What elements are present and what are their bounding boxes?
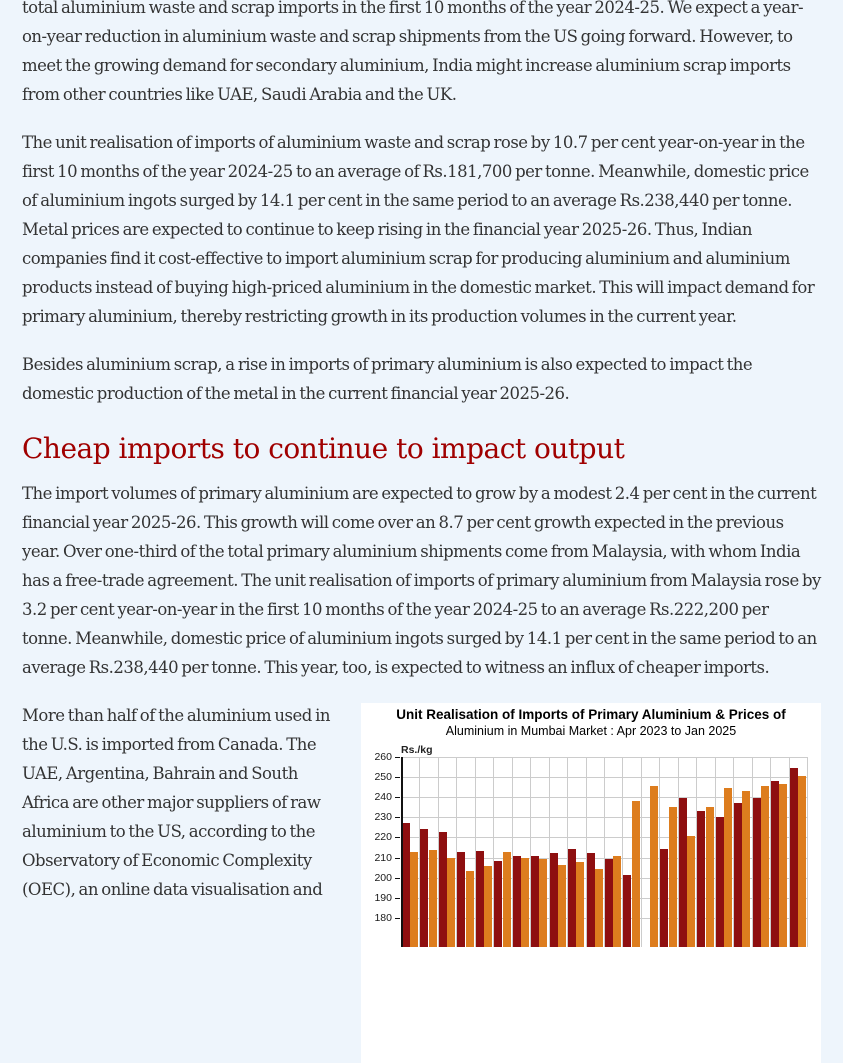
- bar-mumbai-price: [466, 871, 474, 947]
- bar-mumbai-price: [687, 836, 695, 947]
- chart-subtitle: Aluminium in Mumbai Market : Apr 2023 to Jan 2025: [445, 724, 737, 738]
- paragraph-unit-realisation: The unit realisation of imports of aluminium waste and scrap rose by 10.7 per cent year-on-year in the first 10 months of the year 2024-25 to an average of Rs.181,700 per tonne. Meanwhile, domestic price of aluminium ingots surged by 14.1 per cent in the same period to an average Rs.238,440 per tonne. Metal prices are expected to continue to keep rising in the financial year 2025-26. Thus, Indian companies find it cost-effective to import aluminium scrap for producing aluminium and aluminium products instead of buying high-priced aluminium in the domestic market. This will impact demand for primary aluminium, thereby restricting growth in its production volumes in the current year.: [22, 133, 815, 326]
- paragraph-import-volumes: The import volumes of primary aluminium are expected to grow by a modest 2.4 per cent in the current financial year 2025-26. This growth will come over an 8.7 per cent growth expected in the previous year. Over one-third of the total primary aluminium shipments come from Malaysia, with whom India has a free-trade agreement. The unit realisation of imports of primary aluminium from Malaysia rose by 3.2 per cent year-on-year in the first 10 months of the year 2024-25 to an average Rs.222,200 per tonne. Meanwhile, domestic price of aluminium ingots surged by 14.1 per cent in the same period to an average Rs.238,440 per tonne. This year, too, is expected to witness an influx of cheaper imports.: [22, 484, 821, 677]
- bar-unit-realisation: [439, 832, 447, 947]
- bar-unit-realisation: [550, 853, 558, 947]
- y-tick-mark: [395, 837, 400, 838]
- bar-mumbai-price: [669, 807, 677, 947]
- y-tick-label: 220: [374, 831, 392, 844]
- chart-title: Unit Realisation of Imports of Primary Aluminium & Prices of: [396, 707, 786, 722]
- bar-mumbai-price: [410, 852, 418, 947]
- y-tick-mark: [395, 817, 400, 818]
- bar-mumbai-price: [447, 858, 455, 948]
- bar-mumbai-price: [650, 786, 658, 947]
- bar-unit-realisation: [476, 851, 484, 947]
- bar-unit-realisation: [494, 861, 502, 947]
- bar-mumbai-price: [798, 776, 806, 947]
- paragraph-besides-scrap: Besides aluminium scrap, a rise in imports of primary aluminium is also expected to impact the domestic production of the metal in the current financial year 2025-26.: [22, 355, 753, 403]
- bar-mumbai-price: [779, 784, 787, 947]
- y-tick-mark: [395, 918, 400, 919]
- y-tick-label: 260: [374, 751, 392, 763]
- bar-mumbai-price: [595, 869, 603, 947]
- y-tick-label: 210: [374, 851, 392, 864]
- bar-unit-realisation: [457, 852, 465, 947]
- bar-unit-realisation: [771, 781, 779, 947]
- y-tick-label: 230: [374, 811, 392, 824]
- bar-mumbai-price: [503, 852, 511, 947]
- y-tick-mark: [395, 757, 400, 758]
- bar-unit-realisation: [753, 798, 761, 947]
- text-with-chart-section: [22, 701, 821, 924]
- y-axis-line: [401, 757, 403, 947]
- bar-unit-realisation: [531, 856, 539, 947]
- bar-unit-realisation: [716, 817, 724, 947]
- bar-unit-realisation: [513, 856, 521, 947]
- bar-mumbai-price: [613, 856, 621, 947]
- bar-mumbai-price: [706, 807, 714, 947]
- bar-mumbai-price: [429, 850, 437, 947]
- y-tick-label: 240: [374, 791, 392, 804]
- y-tick-mark: [395, 898, 400, 899]
- x-gridline: [641, 757, 642, 947]
- bar-unit-realisation: [402, 823, 410, 947]
- bar-mumbai-price: [539, 859, 547, 947]
- paragraph-scrap-imports: total aluminium waste and scrap imports in the first 10 months of the year 2024-25. We expect a year-on-year reduction in aluminium waste and scrap shipments from the US going forward. However, to meet the growing demand for secondary aluminium, India might increase aluminium scrap imports from other countries like UAE, Saudi Arabia and the UK.: [22, 0, 804, 104]
- y-tick-label: 180: [374, 911, 392, 924]
- bar-unit-realisation: [568, 849, 576, 947]
- bar-unit-realisation: [660, 849, 668, 947]
- bar-unit-realisation: [420, 829, 428, 947]
- bar-unit-realisation: [679, 798, 687, 947]
- bar-unit-realisation: [605, 859, 613, 947]
- y-tick-label: 250: [374, 771, 392, 784]
- bar-mumbai-price: [632, 801, 640, 947]
- y-tick-mark: [395, 777, 400, 778]
- bar-mumbai-price: [484, 866, 492, 947]
- y-tick-mark: [395, 878, 400, 879]
- y-tick-mark: [395, 858, 400, 859]
- bar-mumbai-price: [521, 858, 529, 948]
- bar-mumbai-price: [576, 862, 584, 947]
- bar-unit-realisation: [790, 768, 798, 947]
- chart-plot-area: [374, 751, 807, 947]
- x-gridline: [807, 757, 808, 947]
- y-tick-mark: [395, 797, 400, 798]
- y-tick-label: 190: [374, 891, 392, 904]
- bar-mumbai-price: [761, 786, 769, 947]
- section-heading: Cheap imports to continue to impact output: [22, 432, 625, 465]
- bar-unit-realisation: [587, 853, 595, 947]
- paragraph-us-aluminium: More than half of the aluminium used in the U.S. is imported from Canada. The UAE, Argentina, Bahrain and South Africa are other major suppliers of raw aluminium to the US, according to the Observatory of Economic Complexity (OEC), an online data visualisation and: [22, 706, 330, 899]
- bar-unit-realisation: [734, 803, 742, 947]
- chart-y-unit-label: Rs./kg: [401, 744, 433, 756]
- bar-chart: [361, 703, 821, 1063]
- bar-mumbai-price: [724, 788, 732, 947]
- bar-unit-realisation: [623, 875, 631, 947]
- y-tick-label: 200: [374, 871, 392, 884]
- bar-mumbai-price: [742, 791, 750, 947]
- bar-unit-realisation: [697, 811, 705, 947]
